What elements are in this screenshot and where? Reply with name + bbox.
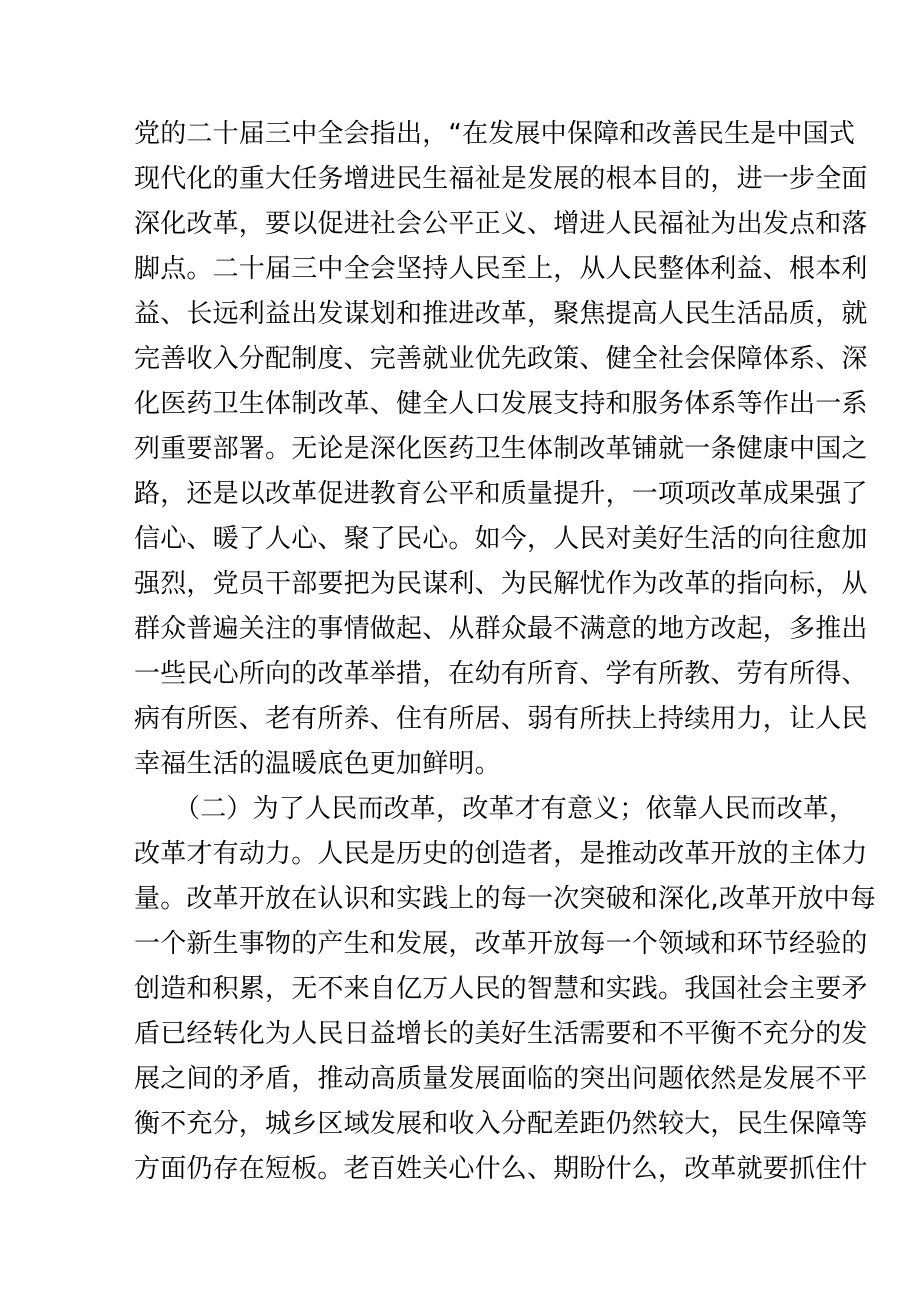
text-line: 病有所医、老有所养、住有所居、弱有所扶上持续用力，让人民 — [134, 704, 868, 734]
text-line: 展之间的矛盾，推动高质量发展面临的突出问题依然是发展不平 — [134, 1064, 868, 1094]
text-line: 量。改革开放在认识和实践上的每一次突破和深化,改革开放中每 — [134, 884, 877, 914]
text-line: 信心、暖了人心、聚了民心。如今，人民对美好生活的向往愈加 — [134, 524, 868, 554]
text-line: 一个新生事物的产生和发展，改革开放每一个领域和环节经验的 — [134, 929, 868, 959]
text-line: 脚点。二十届三中全会坚持人民至上，从人民整体利益、根本利 — [134, 254, 868, 284]
text-line: （二）为了人民而改革，改革才有意义；依靠人民而改革， — [174, 794, 856, 824]
body-text — [134, 112, 877, 1192]
text-line: 益、长远利益出发谋划和推进改革，聚焦提高人民生活品质，就 — [134, 299, 868, 329]
paragraph-1 — [134, 112, 868, 787]
text-line: 一些民心所向的改革举措，在幼有所育、学有所教、劳有所得、 — [134, 659, 868, 689]
text-line: 完善收入分配制度、完善就业优先政策、健全社会保障体系、深 — [134, 344, 868, 374]
text-line: 盾已经转化为人民日益增长的美好生活需要和不平衡不充分的发 — [134, 1019, 868, 1049]
text-line: 强烈，党员干部要把为民谋利、为民解忧作为改革的指向标，从 — [134, 569, 868, 599]
text-line: 路，还是以改革促进教育公平和质量提升，一项项改革成果强了 — [134, 479, 868, 509]
text-line: 改革才有动力。人民是历史的创造者，是推动改革开放的主体力 — [134, 839, 868, 869]
text-line: 衡不充分，城乡区域发展和收入分配差距仍然较大，民生保障等 — [134, 1109, 868, 1139]
text-line: 幸福生活的温暖底色更加鲜明。 — [134, 749, 501, 779]
text-line: 列重要部署。无论是深化医药卫生体制改革铺就一条健康中国之 — [134, 434, 868, 464]
text-line: 深化改革，要以促进社会公平正义、增进人民福祉为出发点和落 — [134, 209, 868, 239]
text-line: 化医药卫生体制改革、健全人口发展支持和服务体系等作出一系 — [134, 389, 868, 419]
text-line: 现代化的重大任务增进民生福祉是发展的根本目的，进一步全面 — [134, 164, 868, 194]
text-line: 党的二十届三中全会指出，“在发展中保障和改善民生是中国式 — [134, 119, 856, 149]
text-line: 创造和积累，无不来自亿万人民的智慧和实践。我国社会主要矛 — [134, 974, 868, 1004]
text-line: 群众普遍关注的事情做起、从群众最不满意的地方改起，多推出 — [134, 614, 868, 644]
text-line: 方面仍存在短板。老百姓关心什么、期盼什么，改革就要抓住什 — [134, 1154, 868, 1184]
paragraph-2 — [134, 787, 877, 1192]
